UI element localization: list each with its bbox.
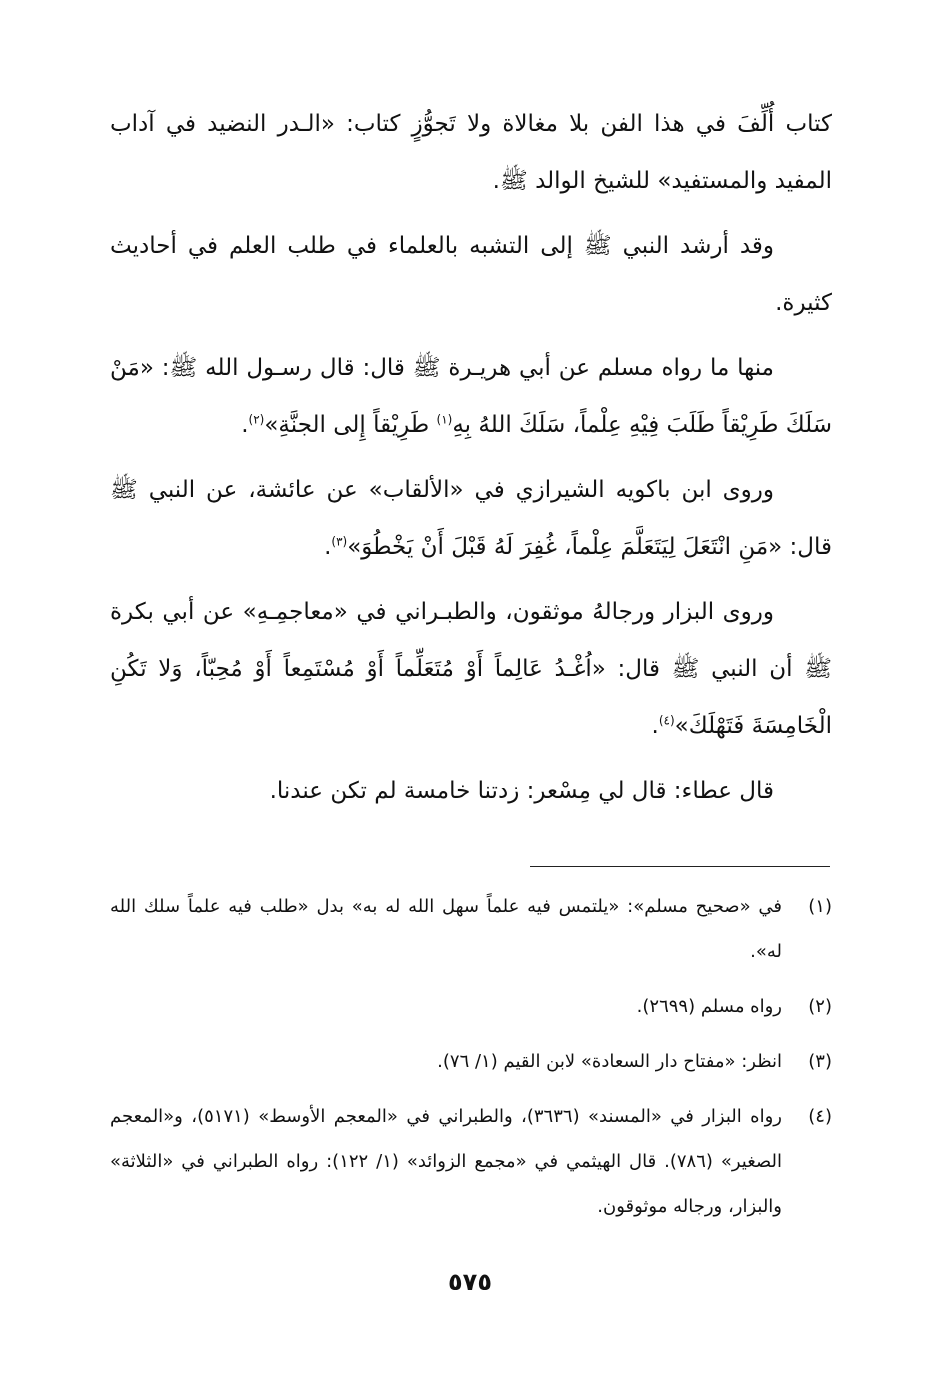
paragraph-5-end: .: [651, 713, 659, 739]
paragraph-3: [110, 340, 832, 454]
paragraph-6-text: قال عطاء: قال لي مِسْعر: زدتنا خامسة لم تكن عندنا.: [269, 778, 774, 804]
paragraph-3-end: .: [241, 412, 249, 438]
footnote-ref-2[interactable]: (٢): [248, 412, 265, 427]
footnote-text: في «صحيح مسلم»: «يلتمس فيه علماً سهل الله له به» بدل «طلب فيه علماً سلك الله له».: [110, 896, 782, 962]
footnote-text: رواه البزار في «المسند» (٣٦٣٦)، والطبراني في «المعجم الأوسط» (٥١٧١)، و«المعجم الصغير» (٧٨٦). قال الهيثمي في «مجمع الزوائد» (١/ ١٢٢): رواه الطبراني في «الثلاثة» والبزار، ورجاله موثوقون.: [110, 1106, 782, 1217]
paragraph-4-text: وروى ابن باكويه الشيرازي في «الألقاب» عن عائشة، عن النبي ﷺ قال: «مَنِ انْتَعَلَ لِيَتَعَلَّمَ عِلْماً، غُفِرَ لَهُ قَبْلَ أَنْ يَخْطُوَ»: [110, 477, 832, 560]
paragraph-1: [110, 96, 832, 210]
footnote-number: (٢): [808, 996, 832, 1017]
paragraph-4-end: .: [324, 534, 332, 560]
main-text: [110, 96, 832, 828]
paragraph-2-text: وقد أرشد النبي ﷺ إلى التشبه بالعلماء في طلب العلم في أحاديث كثيرة.: [110, 233, 832, 316]
paragraph-5-text: وروى البزار ورجالهُ موثقون، والطبـراني في «معاجمِـهِ» عن أبي بكرة ﷺ أن النبي ﷺ قال: «اُغْـدُ عَالِماً أَوْ مُتَعَلِّماً أَوْ مُسْتَمِعاً أَوْ مُحِبّاً، وَلا تَكُنِ الْخَامِسَةَ فَتَهْلَكَ»: [110, 599, 832, 739]
paragraph-5: [110, 584, 832, 755]
footnote-ref-1[interactable]: (١): [436, 412, 453, 427]
footnote-separator: [530, 866, 830, 867]
footnote-text: انظر: «مفتاح دار السعادة» لابن القيم (١/ ٧٦).: [437, 1051, 782, 1072]
paragraph-6: [110, 763, 832, 820]
footnotes: [110, 884, 832, 1239]
footnote-4: [110, 1094, 832, 1229]
footnote-ref-3[interactable]: (٣): [331, 534, 348, 549]
footnote-number: (١): [808, 896, 832, 917]
footnote-text: رواه مسلم (٢٦٩٩).: [636, 996, 782, 1017]
paragraph-4: [110, 462, 832, 576]
paragraph-2: [110, 218, 832, 332]
footnote-number: (٣): [808, 1051, 832, 1072]
paragraph-3-tail: طَرِيْقاً إِلى الجنَّةِ»: [264, 412, 430, 438]
footnote-ref-4[interactable]: (٤): [658, 713, 675, 728]
footnote-1: [110, 884, 832, 974]
paragraph-1-text: كتاب أُلِّفَ في هذا الفن بلا مغالاة ولا تَجوُّزٍ كتاب: «الـدر النضيد في آداب المفيد والمستفيد» للشيخ الوالد ﷺ.: [110, 111, 832, 194]
paragraph-3-text: منها ما رواه مسلم عن أبي هريـرة ﷺ قال: قال رسـول الله ﷺ: «مَنْ سَلَكَ طَرِيْقاً طَلَبَ فِيْهِ عِلْماً، سَلَكَ اللهُ بِهِ: [110, 355, 832, 438]
page-number: ٥٧٥: [448, 1268, 492, 1296]
footnote-2: [110, 984, 832, 1029]
footnote-number: (٤): [808, 1106, 832, 1127]
footnote-3: [110, 1039, 832, 1084]
